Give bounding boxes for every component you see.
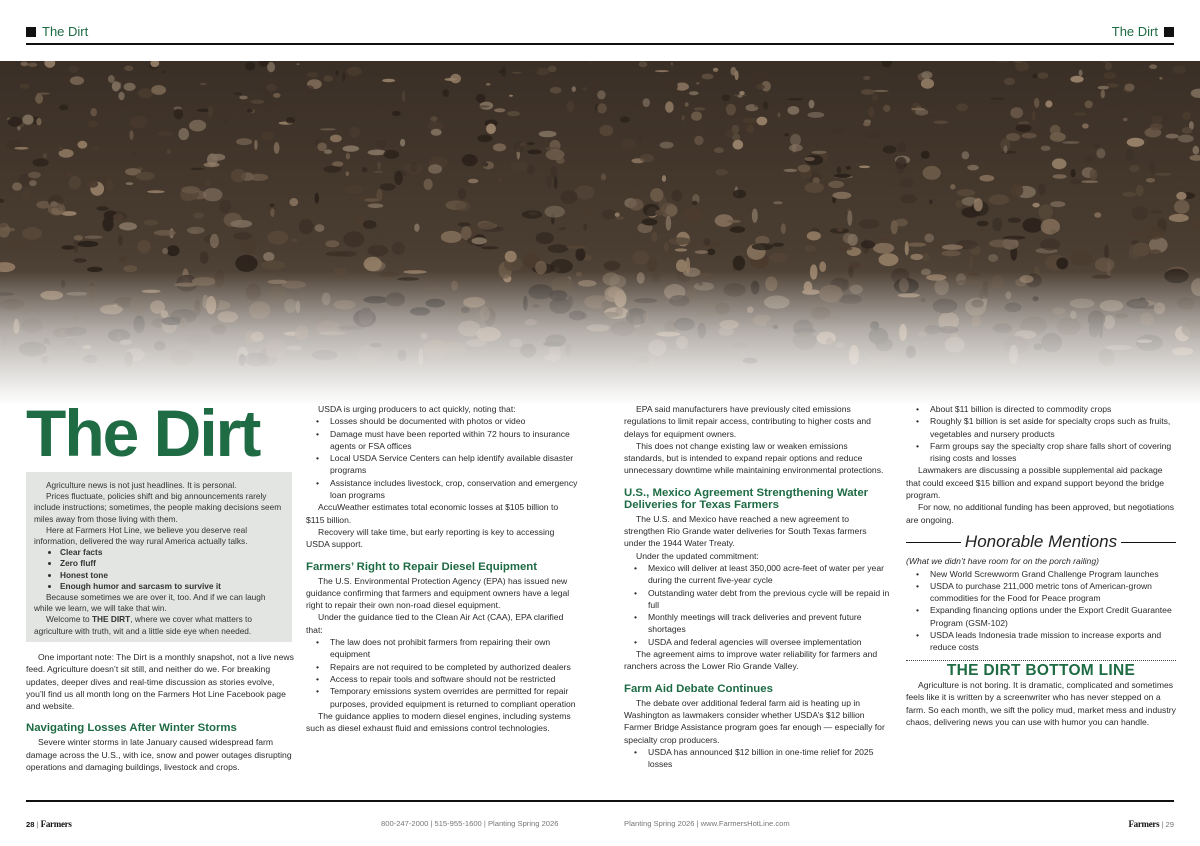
losses-estimate: AccuWeather estimates total economic losses at $105 billion to $115 billion. (306, 502, 559, 525)
updated-commitment: Under the updated commitment: (636, 550, 759, 561)
dotted-divider (906, 660, 1176, 661)
water-reliability: The agreement aims to improve water reliability for farmers and ranchers across the Lower Rio Grande Valley. (624, 649, 878, 672)
list-item: • Losses should be documented with photos or video (306, 415, 578, 427)
square-bullet-icon (1164, 27, 1174, 37)
list-item: • Expanding financing options under the Export Credit Guarantee Program (GSM-102) (906, 604, 1176, 629)
aid-bullets-continued (906, 403, 1176, 464)
square-bullet-icon (26, 27, 36, 37)
page-number-left: 28 (26, 820, 35, 829)
epa-standards: This does not change existing law or weaken emissions standards, but is intended to expand repair options and reduce unnecessary downtime while maintaining environmental protections. (624, 440, 884, 476)
intro-box (26, 472, 292, 642)
column-1 (26, 651, 296, 773)
intro-bullet: • Zero fluff (60, 558, 284, 569)
monthly-note: One important note: The Dirt is a monthly snapshot, not a live news feed. Agriculture doesn’t sit still, and neither do we. For breaking updates, deeper dives and real-time discussion as stories evolve, you’ll find us all month long on the Farmers Hot Line Facebook page and website. (26, 652, 294, 712)
footer-rule (26, 800, 1174, 802)
list-item: • The law does not prohibit farmers from repairing their own equipment (306, 636, 578, 661)
epa-manufacturers: EPA said manufacturers have previously cited emissions regulations to limit repair access, contributing to higher costs and delays for equipment owners. (624, 404, 871, 439)
list-item: • USDA and federal agencies will oversee implementation (624, 636, 890, 648)
list-item: • USDA has announced $12 billion in one-time relief for 2025 losses (624, 746, 890, 771)
intro-bullet: • Clear facts (60, 547, 284, 558)
soil-hero-image (0, 61, 1200, 405)
running-header (0, 0, 1200, 48)
welcome-brand: THE DIRT (91, 614, 131, 625)
section-label-left: The Dirt (42, 24, 89, 39)
honorable-mentions-title: Honorable Mentions (964, 531, 1118, 551)
water-agreement: The U.S. and Mexico have reached a new agreement to strengthen Rio Grande water deliveries for South Texas farmers under the 1944 Water Treaty. (624, 513, 867, 549)
page-title: The Dirt (26, 396, 260, 470)
usda-urging: USDA is urging producers to act quickly, noting that: (318, 404, 516, 414)
intro-paragraph: Agriculture news is not just headlines. It is personal. (46, 480, 237, 490)
list-item: • Repairs are not required to be completed by authorized dealers (306, 661, 578, 673)
list-item: • Access to repair tools and software should not be restricted (306, 673, 578, 685)
intro-bullets (60, 547, 284, 592)
footer-contact: 800-247-2000 | 515-955-1600 | Planting Spring 2026 (381, 819, 559, 828)
list-item: • About $11 billion is directed to commodity crops (906, 403, 1176, 415)
bottom-line-heading: THE DIRT BOTTOM LINE (946, 661, 1136, 679)
section-label-right: The Dirt (1111, 24, 1158, 39)
list-item: • Damage must have been reported within 72 hours to insurance agents or FSA offices (306, 428, 578, 453)
footer-website: Planting Spring 2026 | www.FarmersHotLine.com (624, 819, 790, 828)
aid-bullets (624, 746, 890, 771)
page-number-right: 29 (1165, 820, 1174, 829)
supplemental-aid: Lawmakers are discussing a possible supplemental aid package that could exceed $15 billion and expand support beyond the bridge program. (906, 465, 1165, 501)
soil-illustration (0, 61, 1200, 405)
list-item: • Roughly $1 billion is set aside for specialty crops such as fruits, vegetables and nursery products (906, 415, 1176, 440)
honorable-mentions-header (906, 531, 1176, 551)
recovery-note: Recovery will take time, but early reporting is key to accessing USDA support. (306, 526, 555, 550)
intro-paragraph: Prices fluctuate, policies shift and big announcements rarely include instructions; sometimes, the people making decisions seem miles away from those living with them. (34, 491, 282, 524)
heading-winter-storms: Navigating Losses After Winter Storms (26, 722, 237, 735)
intro-welcome (34, 614, 284, 636)
bottom-line-paragraph: Agriculture is not boring. It is dramatic, complicated and sometimes feels like it is written by a screenwriter who has never stepped on a farm. So each month, we sift the policy mud, market mess and industry chaos, delivering news you can use with humor you can handle. (906, 679, 1176, 727)
storms-paragraph: Severe winter storms in late January caused widespread farm damage across the U.S., with ice, snow and power outages disrupting operations and damaging buildings, livestock and crops. (26, 737, 292, 773)
list-item: • USDA leads Indonesia trade mission to increase exports and reduce costs (906, 629, 1176, 654)
welcome-text: , where we cover what matters to agriculture with truth, wit and a little side eye when needed. (34, 614, 252, 636)
diesel-guidance: The guidance applies to modern diesel engines, including systems such as diesel exhaust fluid and emissions control technologies. (306, 710, 571, 734)
epa-guidance: The U.S. Environmental Protection Agency (EPA) has issued new guidance confirming that farmers and equipment owners have a legal right to repair their own non-road diesel equipment. (306, 575, 570, 611)
column-2 (306, 403, 578, 734)
footer-left: 28 | Farmers (26, 819, 72, 829)
usda-bullets (306, 415, 578, 501)
honorable-mentions-list (906, 568, 1176, 654)
running-header-left (26, 24, 88, 39)
intro-paragraph: Here at Farmers Hot Line, we believe you deserve real information, delivered the way rural America actually talks. (34, 524, 248, 547)
footer-right: Farmers | 29 (1128, 819, 1174, 829)
heading-right-to-repair: Farmers’ Right to Repair Diesel Equipment (306, 560, 538, 573)
divider (1121, 542, 1176, 543)
intro-paragraph: Because sometimes we are over it, too. And if we can laugh while we learn, we will take that win. (34, 592, 266, 614)
intro-bullet: • Honest tone (60, 570, 284, 581)
repair-bullets (306, 636, 578, 710)
list-item: • New World Screwworm Grand Challenge Program launches (906, 568, 1176, 580)
list-item: • Temporary emissions system overrides are permitted for repair purposes, provided equipment is returned to compliant operation (306, 685, 578, 710)
list-item: • Mexico will deliver at least 350,000 acre-feet of water per year during the current five-year cycle (624, 562, 890, 587)
list-item: • Local USDA Service Centers can help identify available disaster programs (306, 452, 578, 477)
list-item: • Monthly meetings will track deliveries and prevent future shortages (624, 611, 890, 636)
welcome-text: Welcome to (46, 614, 92, 625)
divider (906, 542, 961, 543)
farm-aid-debate: The debate over additional federal farm aid is heating up in Washington as lawmakers consider whether USDA’s $12 billion Farmer Bridge Assistance program goes far enough — especially for specialty crop producers. (624, 697, 885, 745)
list-item: • Farm groups say the specialty crop share falls short of covering rising costs and losses (906, 440, 1176, 465)
farmers-logo: Farmers (40, 819, 72, 829)
water-bullets (624, 562, 890, 648)
running-header-right (1112, 24, 1174, 39)
list-item: • USDA to purchase 211,000 metric tons of American-grown commodities for the Food for Peace program (906, 580, 1176, 605)
honorable-mentions-subtitle: (What we didn’t have room for on the porch railing) (906, 556, 1099, 567)
caa-clarified: Under the guidance tied to the Clean Air Act (CAA), EPA clarified that: (306, 612, 564, 635)
column-3 (624, 403, 890, 770)
funding-status: For now, no additional funding has been approved, but negotiations are ongoing. (906, 502, 1175, 525)
heading-farm-aid: Farm Aid Debate Continues (624, 682, 773, 695)
header-rule (26, 43, 1174, 45)
column-4 (906, 403, 1176, 728)
heading-water-agreement: U.S., Mexico Agreement Strengthening Water Deliveries for Texas Farmers (624, 486, 869, 511)
farmers-logo: Farmers (1128, 819, 1160, 829)
list-item: • Assistance includes livestock, crop, conservation and emergency loan programs (306, 477, 578, 502)
list-item: • Outstanding water debt from the previous cycle will be repaid in full (624, 587, 890, 612)
intro-bullet: • Enough humor and sarcasm to survive it (60, 581, 284, 592)
